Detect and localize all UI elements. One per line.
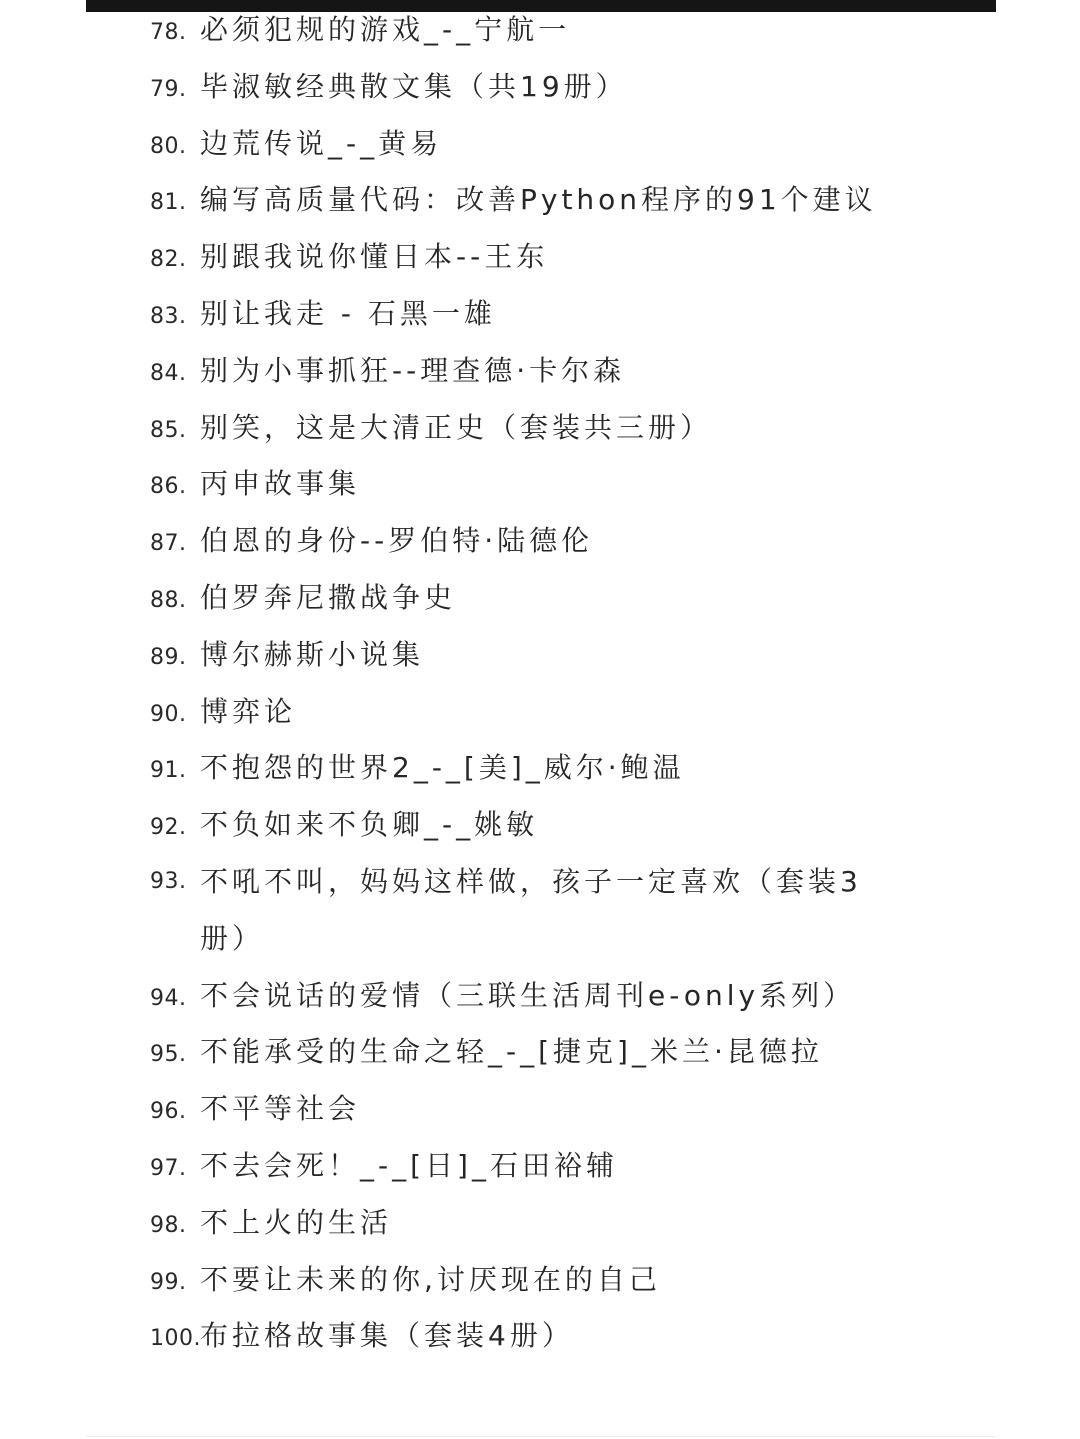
item-number: 99. <box>150 1269 187 1295</box>
list-item <box>150 400 910 457</box>
item-number: 78. <box>150 20 187 45</box>
book-title: 不平等社会 <box>200 1092 361 1126</box>
book-title: 别跟我说你懂日本--王东 <box>200 240 549 274</box>
list-item <box>150 1252 910 1309</box>
item-number: 95. <box>150 1042 187 1068</box>
item-number: 86. <box>150 474 187 500</box>
book-title: 不吼不叫，妈妈这样做，孩子一定喜欢（套装3册） <box>200 864 862 955</box>
list-item <box>150 1138 910 1195</box>
book-title: 布拉格故事集（套装4册） <box>200 1319 574 1353</box>
book-title: 不去会死！_-_[日]_石田裕辅 <box>200 1148 618 1182</box>
item-number: 83. <box>150 303 187 329</box>
list-item <box>150 740 910 797</box>
item-number: 93. <box>150 868 187 894</box>
book-title: 不抱怨的世界2_-_[美]_威尔·鲍温 <box>200 751 685 785</box>
book-title: 别让我走 - 石黑一雄 <box>200 296 496 330</box>
list-item <box>150 456 910 513</box>
book-title: 不会说话的爱情（三联生活周刊e-only系列） <box>200 978 856 1012</box>
book-list <box>150 2 910 1365</box>
list-item <box>150 1081 910 1138</box>
item-number: 87. <box>150 531 187 557</box>
book-title: 丙申故事集 <box>200 467 361 501</box>
item-number: 96. <box>150 1099 187 1125</box>
bottom-edge-line <box>86 1436 996 1437</box>
item-number: 88. <box>150 587 187 613</box>
list-item <box>150 172 910 229</box>
list-item <box>150 968 910 1025</box>
item-number: 84. <box>150 360 187 386</box>
book-title: 伯恩的身份--罗伯特·陆德伦 <box>200 524 594 558</box>
book-title: 博弈论 <box>200 694 297 728</box>
list-item <box>150 343 910 400</box>
book-title: 别为小事抓狂--理查德·卡尔森 <box>200 353 626 387</box>
list-item <box>150 1308 910 1365</box>
book-title: 必须犯规的游戏_-_宁航一 <box>200 13 571 46</box>
list-item <box>150 854 910 968</box>
list-item <box>150 116 910 173</box>
item-number: 85. <box>150 417 187 443</box>
book-title: 博尔赫斯小说集 <box>200 637 425 671</box>
item-number: 90. <box>150 701 187 727</box>
book-title: 编写高质量代码：改善Python程序的91个建议 <box>200 183 877 217</box>
list-item <box>150 1195 910 1252</box>
list-item <box>150 513 910 570</box>
list-item <box>150 627 910 684</box>
list-item <box>150 1024 910 1081</box>
item-number: 89. <box>150 644 187 670</box>
book-title: 不上火的生活 <box>200 1205 393 1239</box>
book-title: 伯罗奔尼撒战争史 <box>200 580 457 614</box>
item-number: 92. <box>150 815 187 841</box>
item-number: 79. <box>150 76 187 102</box>
book-title: 不要让未来的你,讨厌现在的自己 <box>200 1262 661 1296</box>
item-number: 97. <box>150 1155 187 1181</box>
list-item <box>150 684 910 741</box>
item-number: 80. <box>150 133 187 159</box>
book-title: 边荒传说_-_黄易 <box>200 126 443 160</box>
list-item <box>150 59 910 116</box>
list-item <box>150 570 910 627</box>
list-item <box>150 229 910 286</box>
book-title: 毕淑敏经典散文集（共19册） <box>200 69 628 103</box>
list-item <box>150 2 910 59</box>
book-title: 不能承受的生命之轻_-_[捷克]_米兰·昆德拉 <box>200 1035 823 1069</box>
item-number: 91. <box>150 758 187 784</box>
item-number: 82. <box>150 247 187 273</box>
list-item <box>150 286 910 343</box>
book-title: 别笑，这是大清正史（套装共三册） <box>200 410 713 444</box>
item-number: 100. <box>150 1326 201 1352</box>
item-number: 94. <box>150 985 187 1011</box>
item-number: 81. <box>150 190 187 216</box>
book-title: 不负如来不负卿_-_姚敏 <box>200 808 539 842</box>
list-item <box>150 797 910 854</box>
item-number: 98. <box>150 1212 187 1238</box>
